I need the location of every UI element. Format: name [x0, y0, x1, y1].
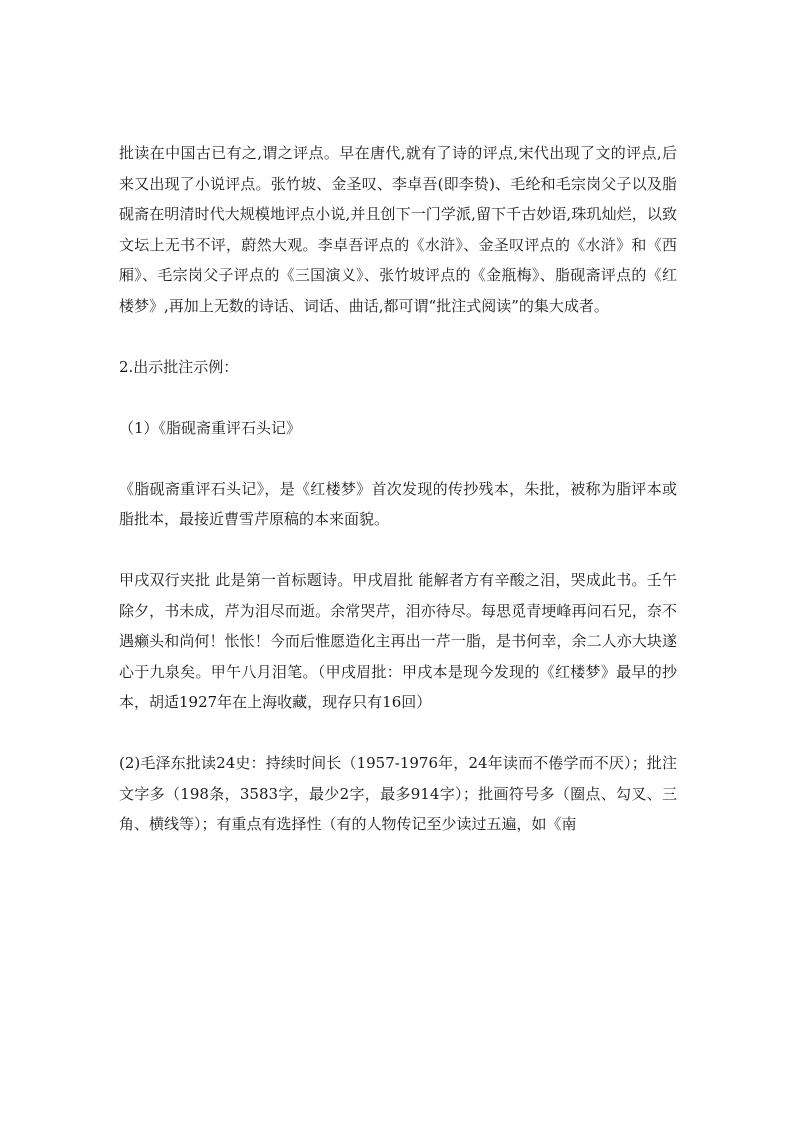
paragraph-spacer: [119, 535, 677, 566]
paragraph-zhiyanzhai-intro: 《脂砚斋重评石头记》，是《红楼梦》首次发现的传抄残本，朱批，被称为脂评本或脂批本，最接近曹雪芹原稿的本来面貌。: [119, 479, 677, 528]
paragraph-mao-annotations: (2)毛泽东批读24史：持续时间长（1957-1976年，24年读而不倦学而不厌）；批注文字多（198条，3583字，最少2字，最多914字）；批画符号多（圈点、勾叉、三角、横线等）；有重点有选择性（有的人物传记至少读过五遍，如《南: [119, 754, 677, 833]
paragraph-spacer: [119, 443, 677, 474]
paragraph-spacer: [119, 382, 677, 413]
paragraph-spacer: [119, 321, 677, 352]
paragraph-pidu-history: 批读在中国古已有之,谓之评点。早在唐代,就有了诗的评点,宋代出现了文的评点,后来又出现了小说评点。张竹坡、金圣叹、李卓吾(即李贽)、毛纶和毛宗岗父子以及脂砚斋在明清时代大规模地评点小说,并且创下一门学派,留下千古妙语,珠玑灿烂，以致文坛上无书不评，蔚然大观。李卓吾评点的《水浒》、金圣叹评点的《水浒》和《西厢》、毛宗岗父子评点的《三国演义》、张竹坡评点的《金瓶梅》、脂砚斋评点的《红楼梦》,再加上无数的诗话、词话、曲话,都可谓“批注式阅读”的集大成者。: [119, 144, 677, 315]
section-heading-examples: 2.出示批注示例：: [119, 357, 239, 376]
document-body: [119, 138, 677, 840]
paragraph-jiaxu-annotations: 甲戌双行夹批 此是第一首标题诗。甲戌眉批 能解者方有辛酸之泪，哭成此书。壬午除夕，书未成，芹为泪尽而逝。余常哭芹，泪亦待尽。每思觅青埂峰再问石兄，奈不遇癞头和尚何！怅怅！今而后惟愿造化主再出一芹一脂，是书何幸，余二人亦大块遂心于九泉矣。甲午八月泪笔。（甲戌眉批：甲戌本是现今发现的《红楼梦》最早的抄本，胡适1927年在上海收藏，现存只有16回）: [119, 571, 677, 711]
example-heading-zhiyanzhai: （1）《脂砚斋重评石头记》: [119, 418, 302, 437]
paragraph-spacer: [119, 718, 677, 749]
